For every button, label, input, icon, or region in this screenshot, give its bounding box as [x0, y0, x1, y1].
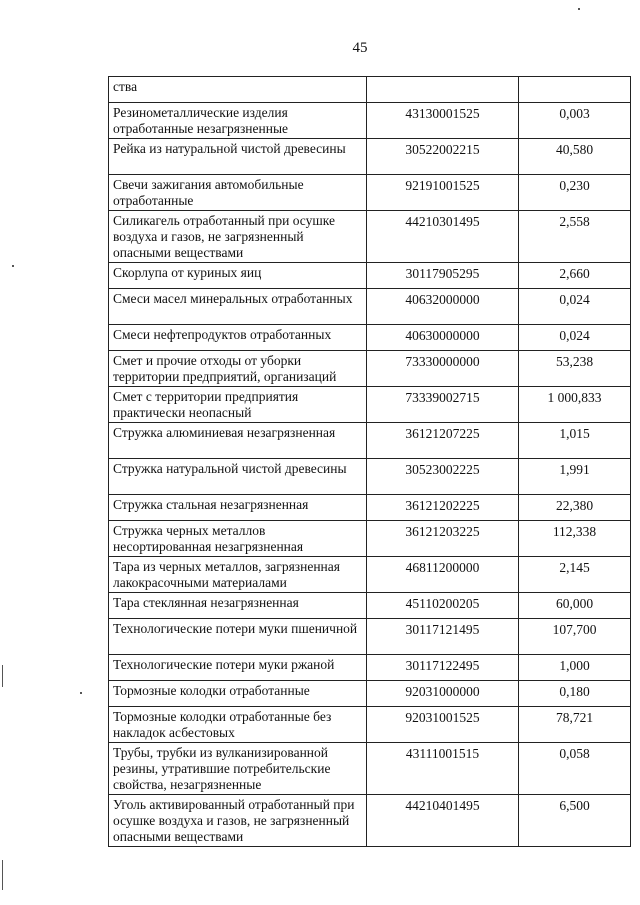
waste-amount-cell: 0,024	[519, 289, 631, 325]
table-row	[109, 139, 631, 175]
waste-name-cell: Уголь активированный отработанный при осушке воздуха и газов, не загрязненный опасными веществами	[109, 795, 367, 847]
waste-amount-cell: 53,238	[519, 351, 631, 387]
table-row	[109, 521, 631, 557]
waste-amount-cell: 40,580	[519, 139, 631, 175]
scan-edge-line	[2, 665, 3, 687]
waste-name-cell: Стружка стальная незагрязненная	[109, 495, 367, 521]
waste-code-cell: 46811200000	[367, 557, 519, 593]
table-row	[109, 619, 631, 655]
table-row	[109, 655, 631, 681]
table-row	[109, 103, 631, 139]
waste-amount-cell: 2,660	[519, 263, 631, 289]
waste-code-cell: 30522002215	[367, 139, 519, 175]
waste-code-cell: 30117905295	[367, 263, 519, 289]
waste-code-cell: 73330000000	[367, 351, 519, 387]
table-row	[109, 593, 631, 619]
waste-amount-cell: 1 000,833	[519, 387, 631, 423]
waste-name-cell: Смет и прочие отходы от уборки территории предприятий, организаций	[109, 351, 367, 387]
table-row	[109, 263, 631, 289]
waste-code-cell: 92031000000	[367, 681, 519, 707]
waste-code-cell: 40630000000	[367, 325, 519, 351]
waste-code-cell: 36121203225	[367, 521, 519, 557]
waste-name-cell: Скорлупа от куриных яиц	[109, 263, 367, 289]
waste-amount-cell: 2,558	[519, 211, 631, 263]
scan-edge-line	[2, 860, 3, 890]
waste-code-cell: 92191001525	[367, 175, 519, 211]
waste-code-cell: 40632000000	[367, 289, 519, 325]
table-row	[109, 557, 631, 593]
table-row	[109, 175, 631, 211]
waste-amount-cell: 1,015	[519, 423, 631, 459]
waste-amount-cell: 0,024	[519, 325, 631, 351]
table-row	[109, 423, 631, 459]
waste-code-cell: 43111001515	[367, 743, 519, 795]
waste-code-cell: 43130001525	[367, 103, 519, 139]
waste-code-cell: 45110200205	[367, 593, 519, 619]
table-row	[109, 289, 631, 325]
waste-code-cell: 44210301495	[367, 211, 519, 263]
waste-name-cell: Тара из черных металлов, загрязненная лакокрасочными материалами	[109, 557, 367, 593]
waste-name-cell: Стружка натуральной чистой древесины	[109, 459, 367, 495]
waste-name-cell: Смеси нефтепродуктов отработанных	[109, 325, 367, 351]
table-row	[109, 387, 631, 423]
waste-name-cell: Смет с территории предприятия практически неопасный	[109, 387, 367, 423]
waste-table	[108, 76, 631, 847]
waste-name-cell: Тара стеклянная незагрязненная	[109, 593, 367, 619]
waste-name-cell: Технологические потери муки ржаной	[109, 655, 367, 681]
scan-speck	[578, 8, 580, 10]
waste-amount-cell: 0,003	[519, 103, 631, 139]
waste-code-cell: 44210401495	[367, 795, 519, 847]
waste-amount-cell: 0,058	[519, 743, 631, 795]
waste-name-cell: Стружка черных металлов несортированная незагрязненная	[109, 521, 367, 557]
waste-amount-cell: 6,500	[519, 795, 631, 847]
table-row	[109, 743, 631, 795]
table-row	[109, 459, 631, 495]
waste-amount-cell: 1,000	[519, 655, 631, 681]
waste-code-cell: 73339002715	[367, 387, 519, 423]
waste-name-cell: Смеси масел минеральных отработанных	[109, 289, 367, 325]
waste-name-cell: Свечи зажигания автомобильные отработанные	[109, 175, 367, 211]
waste-code-cell: 30117122495	[367, 655, 519, 681]
waste-code-cell: 30523002225	[367, 459, 519, 495]
waste-amount-cell	[519, 77, 631, 103]
waste-amount-cell: 112,338	[519, 521, 631, 557]
table-row	[109, 795, 631, 847]
waste-name-cell: Трубы, трубки из вулканизированной резины, утратившие потребительские свойства, незагрязненные	[109, 743, 367, 795]
scan-speck	[80, 692, 82, 694]
waste-name-cell: Тормозные колодки отработанные	[109, 681, 367, 707]
waste-code-cell	[367, 77, 519, 103]
waste-code-cell: 92031001525	[367, 707, 519, 743]
waste-name-cell: Стружка алюминиевая незагрязненная	[109, 423, 367, 459]
scan-speck	[12, 265, 14, 267]
waste-name-cell: Резинометаллические изделия отработанные незагрязненные	[109, 103, 367, 139]
waste-name-cell: Силикагель отработанный при осушке воздуха и газов, не загрязненный опасными веществами	[109, 211, 367, 263]
table-row	[109, 681, 631, 707]
waste-name-cell: Тормозные колодки отработанные без накладок асбестовых	[109, 707, 367, 743]
table-row	[109, 495, 631, 521]
table-row	[109, 325, 631, 351]
page-number: 45	[352, 40, 368, 56]
waste-amount-cell: 1,991	[519, 459, 631, 495]
table-row	[109, 351, 631, 387]
waste-code-cell: 36121202225	[367, 495, 519, 521]
waste-code-cell: 30117121495	[367, 619, 519, 655]
waste-amount-cell: 22,380	[519, 495, 631, 521]
waste-amount-cell: 0,180	[519, 681, 631, 707]
waste-amount-cell: 60,000	[519, 593, 631, 619]
waste-amount-cell: 78,721	[519, 707, 631, 743]
waste-code-cell: 36121207225	[367, 423, 519, 459]
table-row	[109, 211, 631, 263]
table-row	[109, 707, 631, 743]
waste-name-cell: Рейка из натуральной чистой древесины	[109, 139, 367, 175]
waste-amount-cell: 0,230	[519, 175, 631, 211]
table-row	[109, 77, 631, 103]
waste-amount-cell: 2,145	[519, 557, 631, 593]
waste-amount-cell: 107,700	[519, 619, 631, 655]
waste-name-cell: Технологические потери муки пшеничной	[109, 619, 367, 655]
waste-name-cell: ства	[109, 77, 367, 103]
